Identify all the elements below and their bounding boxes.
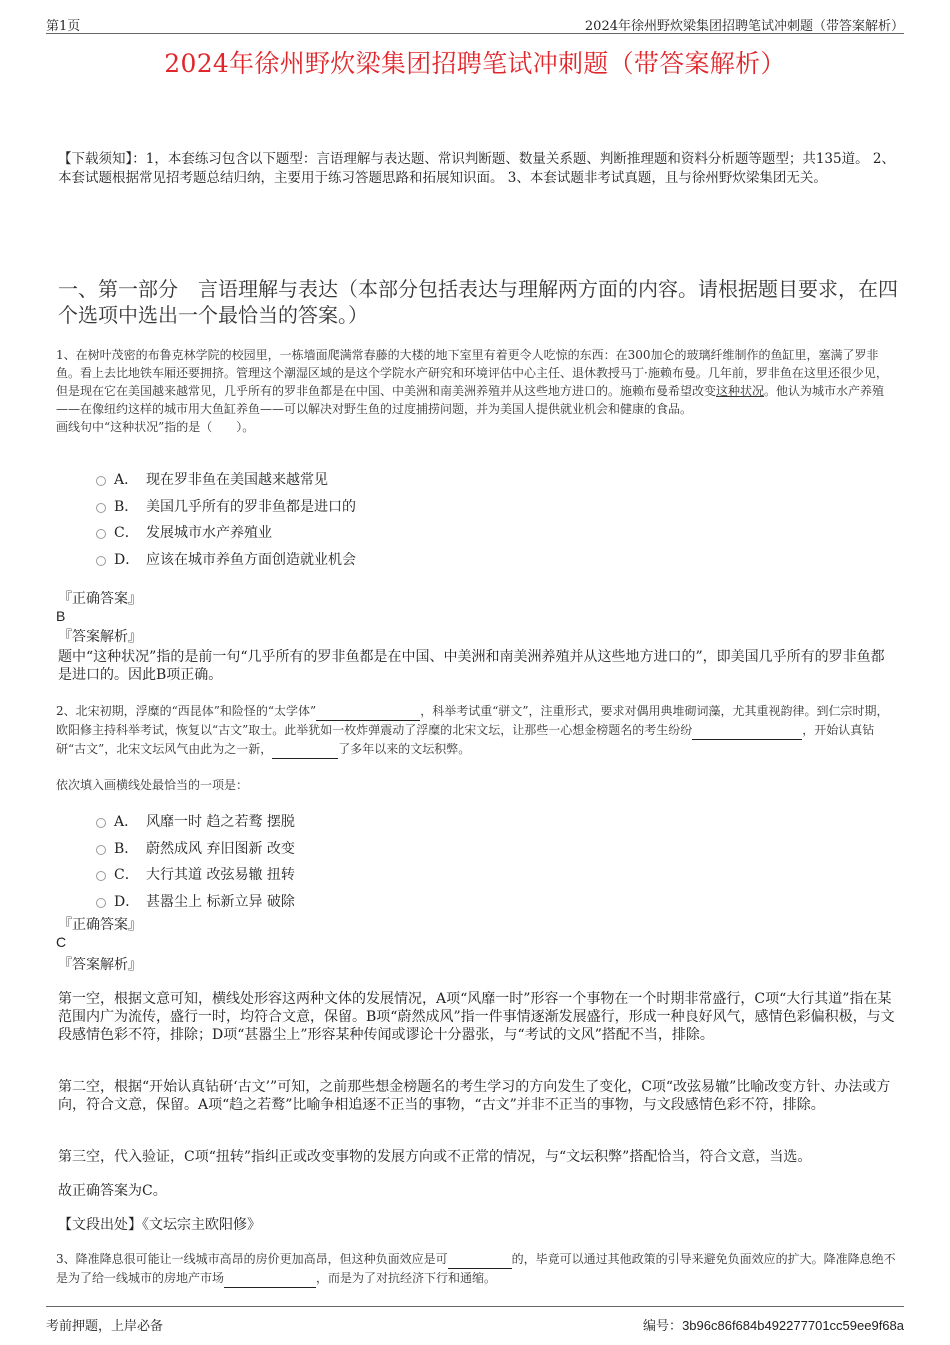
q1-answer: B <box>56 608 66 624</box>
option-b[interactable]: B． 美国几乎所有的罗非鱼都是进口的 <box>96 493 356 520</box>
q2-source: 【文段出处】《文坛宗主欧阳修》 <box>58 1217 261 1233</box>
q1-underlined-phrase: 这种状况 <box>716 384 765 398</box>
option-b[interactable]: B． 蔚然成风 弃旧图新 改变 <box>96 835 295 862</box>
page-header <box>46 14 904 34</box>
question-3-text: 3、降准降息很可能让一线城市高昂的房价更加高昂，但这种负面效应是可 的，毕竟可以通过其他政策的引导来避免负面效应的扩大。降准降息绝不是为了给一线城市的房地产市场 ，而是为了对抗经济下行和通缩。 <box>56 1250 898 1288</box>
radio-icon[interactable] <box>96 898 106 908</box>
q2-analysis-para-3: 第三空，代入验证，C项“扭转”指纠正或改变事物的发展方向或不正常的情况，与“文坛积弊”搭配恰当，符合文意，当选。 <box>58 1149 812 1165</box>
q2-analysis-para-4: 故正确答案为C。 <box>58 1183 167 1199</box>
radio-icon[interactable] <box>96 871 106 881</box>
question-1-options <box>96 466 356 572</box>
option-d[interactable]: D． 甚嚣尘上 标新立异 破除 <box>96 888 295 915</box>
question-1-text <box>56 346 898 436</box>
radio-icon[interactable] <box>96 845 106 855</box>
fill-blank <box>692 721 802 740</box>
fill-blank <box>316 702 420 721</box>
option-a[interactable]: A． 风靡一时 趋之若鹜 摆脱 <box>96 808 295 835</box>
q1-prompt: 画线句中“这种状况”指的是（ ）。 <box>56 420 255 434</box>
radio-icon[interactable] <box>96 503 106 513</box>
page-footer <box>46 1306 904 1332</box>
fill-blank <box>272 740 338 759</box>
option-c[interactable]: C． 发展城市水产养殖业 <box>96 519 356 546</box>
section-heading: 一、第一部分 言语理解与表达（本部分包括表达与理解两方面的内容。请根据题目要求，在四个选项中选出一个最恰当的答案。） <box>58 277 898 327</box>
option-a[interactable]: A． 现在罗非鱼在美国越来越常见 <box>96 466 356 493</box>
analysis-label: 『答案解析』 <box>58 957 142 973</box>
q1-text-after: 。他认为城市水产养殖——在像纽约这样的城市用大鱼缸养鱼——可以解决对野生鱼的过度捕捞问题，并为美国人提供就业机会和健康的食品。 <box>56 384 885 416</box>
radio-icon[interactable] <box>96 529 106 539</box>
radio-icon[interactable] <box>96 818 106 828</box>
correct-answer-label: 『正确答案』 <box>58 591 142 607</box>
radio-icon[interactable] <box>96 556 106 566</box>
q1-analysis: 题中“这种状况”指的是前一句“几乎所有的罗非鱼都是在中国、中美洲和南美洲养殖并从这些地方进口的”，即美国几乎所有的罗非鱼都是进口的。因此B项正确。 <box>58 649 885 683</box>
analysis-label: 『答案解析』 <box>58 629 142 645</box>
q2-answer: C <box>56 934 67 950</box>
page-title: 2024年徐州野炊梁集团招聘笔试冲刺题（带答案解析） <box>164 49 786 78</box>
footer-code: 编号：3b96c86f684b492277701cc59ee9f68a <box>643 1318 904 1334</box>
option-d[interactable]: D． 应该在城市养鱼方面创造就业机会 <box>96 546 356 573</box>
header-doc-title: 2024年徐州野炊梁集团招聘笔试冲刺题（带答案解析） <box>584 19 904 34</box>
q2-analysis-para-2: 第二空，根据“开始认真钻研‘古文’”可知，之前那些想金榜题名的考生学习的方向发生了变化，C项“改弦易辙”比喻改变方针、办法或方向，符合文意，保留。A项“趋之若鹜”比喻争相追逐不正当的事物，“古文”并非不正当的事物，与文段感情色彩不符，排除。 <box>58 1079 891 1113</box>
q2-analysis-para-1: 第一空，根据文意可知，横线处形容这两种文体的发展情况，A项“风靡一时”形容一个事物在一个时期非常盛行，C项“大行其道”指在某范围内广为流传，盛行一时，均符合文意，保留。B项“蔚然成风”指一件事情逐渐发展盛行，形成一种良好风气，感情色彩偏积极，与文段感情色彩不符，排除；D项“甚嚣尘上”形容某种传闻或谬论十分嚣张，与“考试的文风”搭配不当，排除。 <box>58 991 895 1043</box>
question-2-options <box>96 808 295 914</box>
q1-text-before: 1、在树叶茂密的布鲁克林学院的校园里，一栋墙面爬满常春藤的大楼的地下室里有着更令人吃惊的东西：在300加仑的玻璃纤维制作的鱼缸里，塞满了罗非鱼。看上去比地铁车厢还要拥挤。管理这个潮湿区域的是这个学院水产研究和环境评估中心主任、退休教授马丁·施赖布曼。几年前，罗非鱼在这里还很少见，但是现在它在美国越来越常见，几乎所有的罗非鱼都是在中国、中美洲和南美洲养殖并从这些地方进口的。施赖布曼希望改变 <box>56 348 888 398</box>
download-notice: 【下载须知】：1，本套练习包含以下题型：言语理解与表达题、常识判断题、数量关系题、判断推理题和资料分析题等题型；共135道。 2、本套试题根据常见招考题总结归纳，主要用于练习答题思路和拓展知识面。 3、本套试题非考试真题，且与徐州野炊梁集团无关。 <box>58 151 895 186</box>
option-c[interactable]: C． 大行其道 改弦易辙 扭转 <box>96 861 295 888</box>
footer-slogan: 考前押题，上岸必备 <box>46 1319 164 1334</box>
page-number: 第1页 <box>46 19 81 34</box>
q2-prompt: 依次填入画横线处最恰当的一项是： <box>56 778 249 792</box>
correct-answer-label: 『正确答案』 <box>58 917 142 933</box>
radio-icon[interactable] <box>96 476 106 486</box>
question-2-text: 2、北宋初期，浮糜的“西昆体”和险怪的“太学体” ，科举考试重“骈文”，注重形式，要求对偶用典堆砌词藻，尤其重视韵律。到仁宗时期，欧阳修主持科举考试，恢复以“古文”取士。此举犹如一枚炸弹震动了浮糜的北宋文坛，让那些一心想金榜题名的考生纷纷 ，开始认真钻研“古文”，北宋文坛风气由此为之一新， 了多年以来的文坛积弊。 <box>56 702 898 759</box>
fill-blank <box>224 1269 316 1288</box>
fill-blank <box>448 1250 512 1269</box>
